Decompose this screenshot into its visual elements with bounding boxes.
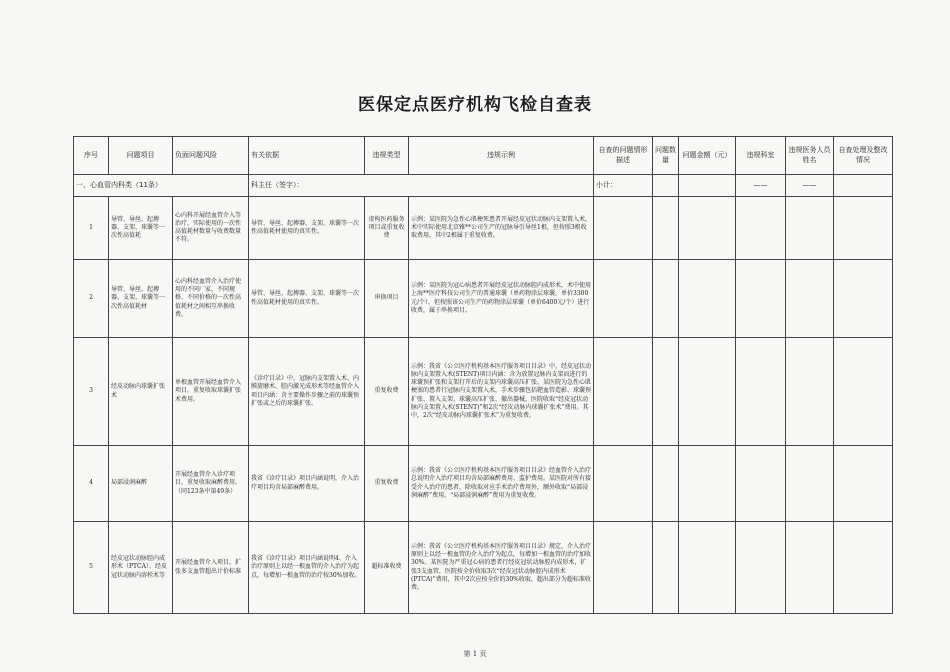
row-risk: 心内科开展经血管介入等治疗，实际使用的一次性高值耗材数量与收费数量不符。	[173, 197, 249, 260]
row-item: 导管、导丝、起搏器、支架、球囊等一次性高值耗材	[109, 260, 173, 338]
input-amount[interactable]	[679, 338, 736, 446]
input-situation[interactable]	[594, 446, 653, 522]
input-count[interactable]	[653, 522, 679, 614]
input-amount[interactable]	[679, 522, 736, 614]
header-cell: 违规类型	[365, 137, 409, 175]
row-number: 4	[74, 446, 109, 522]
input-count[interactable]	[653, 338, 679, 446]
row-item: 局部浸润麻醉	[109, 446, 173, 522]
header-cell: 问题项目	[109, 137, 173, 175]
row-example: 示例：我省《公立医疗机构基本医疗服务项目目录》中，经皮冠状动脉内支架置入术(STENT)项目内涵：含为放置冠脉内支架而进行的球囊预扩张和支架打开后的支架内球囊高压扩张。某医院为急性心肌梗塞的患者行冠脉内支架置入术，手术步骤包括靶血管造影、球囊预扩张、置入支架、球囊高压扩张、撤出器械，医院收取“经皮冠状动脉内支架置入术(STENT)”和2次“经皮动脉内球囊扩张术”费用。其中，2次“经皮动脉内球囊扩张术”为重复收费。	[409, 338, 594, 446]
self-inspection-table	[73, 136, 893, 614]
row-number: 2	[74, 260, 109, 338]
input-staff[interactable]	[786, 338, 834, 446]
header-cell: 问题数量	[653, 137, 679, 175]
input-department[interactable]	[736, 446, 786, 522]
section-row	[74, 175, 893, 197]
input-situation[interactable]	[594, 260, 653, 338]
row-type: 虚构医药服务项目或重复收费	[365, 197, 409, 260]
input-count[interactable]	[653, 446, 679, 522]
input-situation[interactable]	[594, 197, 653, 260]
table-header-row	[74, 137, 893, 175]
section-director-sign: 科主任（签字）：	[249, 175, 594, 197]
input-situation[interactable]	[594, 338, 653, 446]
table-row	[74, 338, 893, 446]
input-amount[interactable]	[679, 446, 736, 522]
table-row	[74, 260, 893, 338]
row-basis: 导管、导丝、起搏器、支架、球囊等一次性高值耗材使用的真实性。	[249, 197, 365, 260]
row-number: 1	[74, 197, 109, 260]
input-rectification[interactable]	[834, 197, 893, 260]
input-situation[interactable]	[594, 522, 653, 614]
section-cell	[679, 175, 736, 197]
row-basis: 我省《诊疗目录》项目内涵说明，介入治疗项目均含局部麻醉费用。	[249, 446, 365, 522]
section-dash: ——	[786, 175, 834, 197]
row-example: 示例：我省《公立医疗机构基本医疗服务项目目录》经血管介入治疗总说明介入治疗项目均含局部麻醉费用、监护费用。某医院对所有接受介入治疗的患者，除收取对应手术治疗费用外，额外收取“局部浸润麻醉”费用，“局部浸润麻醉”费用为重复收费。	[409, 446, 594, 522]
input-rectification[interactable]	[834, 260, 893, 338]
row-item: 经皮冠状动脉腔内成形术（PTCA）、经皮冠状动脉内溶栓术等	[109, 522, 173, 614]
row-risk: 心内科经血管介入治疗使用的不同厂家、不同规格、不同价格的一次性高值耗材之间相互串换收费。	[173, 260, 249, 338]
row-type: 重复收费	[365, 446, 409, 522]
table-row	[74, 522, 893, 614]
page-number: 第 1 页	[463, 650, 487, 658]
header-cell: 自查的问题情形描述	[594, 137, 653, 175]
row-example: 示例：某医院为急性心肌梗死患者开展经皮冠状动脉内支架置入术，术中实际使用北京雅**公司生产的冠脉导引导丝1根，但按照3根收取费用，其中2根属于重复收费。	[409, 197, 594, 260]
input-department[interactable]	[736, 197, 786, 260]
header-cell: 问题金额（元）	[679, 137, 736, 175]
input-amount[interactable]	[679, 197, 736, 260]
row-item: 经皮动脉内球囊扩张术	[109, 338, 173, 446]
header-cell: 自查处理及整改情况	[834, 137, 893, 175]
section-name: 一、心血管内科类（11条）	[74, 175, 249, 197]
header-cell: 负面问题风险	[173, 137, 249, 175]
input-staff[interactable]	[786, 522, 834, 614]
input-staff[interactable]	[786, 197, 834, 260]
page-title: 医保定点医疗机构飞检自查表	[358, 95, 592, 115]
row-risk: 单根血管开展经血管介入项目，重复收取球囊扩张术费用。	[173, 338, 249, 446]
row-item: 导管、导丝、起搏器、支架、球囊等一次性高值耗	[109, 197, 173, 260]
row-basis: 《诊疗目录》中，冠脉内支架置入术、内膜旋磨术、腔内激光成形术等经血管介入项目内涵：含主要操作步骤之前的球囊预扩张或之后的球囊扩张。	[249, 338, 365, 446]
table-row	[74, 197, 893, 260]
table-row	[74, 446, 893, 522]
input-rectification[interactable]	[834, 338, 893, 446]
input-amount[interactable]	[679, 260, 736, 338]
row-example: 示例：某医院为冠心病患者开展经皮冠状动脉腔内成形术，术中使用上海**医疗科技公司生产的普通球囊（单药物涂层球囊，单价3300元/个），但按照该公司生产的药物涂层球囊（单价6400元/个）进行收费，属于串换项目。	[409, 260, 594, 338]
row-basis: 我省《诊疗目录》项目内涵说明4、介入治疗原则上以经一根血管的介入治疗为起点，每增加一根血管的治疗按30%加收。	[249, 522, 365, 614]
row-risk: 开展经血管介入诊疗项目，重复收取麻醉费用。（同123条中第49条）	[173, 446, 249, 522]
row-type: 串换项目	[365, 260, 409, 338]
row-number: 3	[74, 338, 109, 446]
input-staff[interactable]	[786, 446, 834, 522]
section-cell	[653, 175, 679, 197]
row-basis: 导管、导丝、起搏器、支架、球囊等一次性高值耗材使用的真实性。	[249, 260, 365, 338]
header-cell: 违规医务人员姓名	[786, 137, 834, 175]
section-cell	[834, 175, 893, 197]
input-department[interactable]	[736, 260, 786, 338]
row-type: 超标准收费	[365, 522, 409, 614]
input-rectification[interactable]	[834, 522, 893, 614]
input-department[interactable]	[736, 522, 786, 614]
input-count[interactable]	[653, 260, 679, 338]
row-risk: 开展经血管介入项目，扩张多支血管超出计价标准	[173, 522, 249, 614]
section-subtotal: 小计：	[594, 175, 653, 197]
input-rectification[interactable]	[834, 446, 893, 522]
header-cell: 违规示例	[409, 137, 594, 175]
section-dash: ——	[736, 175, 786, 197]
header-cell: 有关依据	[249, 137, 365, 175]
header-cell: 序号	[74, 137, 109, 175]
input-staff[interactable]	[786, 260, 834, 338]
input-department[interactable]	[736, 338, 786, 446]
row-example: 示例：我省《公立医疗机构基本医疗服务项目目录》规定，介入治疗原则上以经一根血管的介入治疗为起点，每增加一根血管的治疗加收30%。某医院为严重冠心病的患者行经皮冠状动脉腔内成形术，扩张3支血管，医院按全价收取3次“经皮冠状动脉腔内成形术(PTCA)”费用，其中2次应按全价的30%收取，超出部分为超标准收费。	[409, 522, 594, 614]
header-cell: 违规科室	[736, 137, 786, 175]
row-type: 重复收费	[365, 338, 409, 446]
row-number: 5	[74, 522, 109, 614]
input-count[interactable]	[653, 197, 679, 260]
